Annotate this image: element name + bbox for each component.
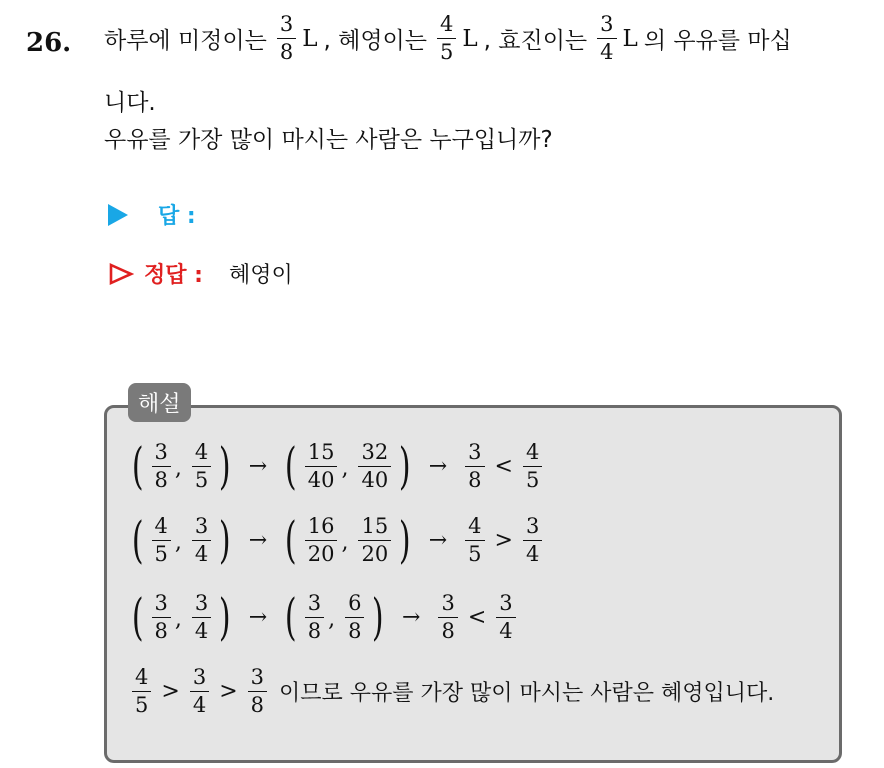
numerator: 3: [250, 665, 264, 689]
numerator: 3: [441, 590, 455, 615]
denominator: 8: [345, 617, 364, 642]
unit: L: [302, 25, 318, 52]
fraction: [305, 439, 338, 492]
comparison-sign: >: [219, 679, 238, 704]
fraction: [358, 439, 391, 492]
solution-row: [128, 588, 520, 646]
denominator: 5: [132, 691, 151, 716]
fraction: [438, 590, 457, 643]
question-text: 니다.: [104, 90, 156, 116]
denominator: 4: [523, 540, 542, 565]
correct-answer-label: 정답 :: [144, 263, 203, 288]
fraction: [305, 513, 338, 566]
right-paren: ): [399, 511, 411, 569]
right-paren: ): [372, 588, 385, 646]
numerator: 4: [468, 513, 482, 538]
numerator: 4: [525, 439, 540, 464]
arrow-right-icon: →: [248, 527, 268, 553]
denominator: 8: [438, 617, 457, 642]
arrow-right-icon: →: [248, 453, 268, 479]
question-line-3: [104, 121, 553, 154]
numerator: 3: [194, 513, 209, 538]
comma: ,: [174, 607, 182, 632]
numerator: 4: [440, 12, 454, 36]
solution-tag: 해설: [128, 383, 191, 422]
left-paren: (: [131, 511, 144, 569]
solution-conclusion: [128, 667, 774, 716]
numerator: 15: [307, 439, 335, 464]
left-paren: (: [131, 588, 144, 646]
fraction: [277, 14, 296, 63]
right-paren: ): [219, 511, 231, 569]
denominator: 5: [523, 466, 542, 491]
arrow-right-icon: →: [428, 453, 448, 479]
fraction: [248, 667, 267, 716]
unit: L: [622, 25, 638, 52]
denominator: 20: [358, 540, 391, 565]
question-text: , 효진이는: [483, 28, 588, 54]
question-number: 26.: [26, 28, 72, 58]
numerator: 3: [192, 665, 207, 689]
comparison-sign: >: [161, 679, 180, 704]
denominator: 8: [248, 691, 267, 716]
denominator: 4: [496, 617, 515, 642]
comma: ,: [328, 607, 336, 632]
denominator: 4: [597, 38, 616, 63]
denominator: 5: [437, 38, 456, 63]
question-text: 우유를 가장 많이 마시는 사람은 누구입니까?: [104, 127, 553, 153]
answer-label: 답 :: [158, 204, 196, 229]
fraction: [132, 667, 151, 716]
question-text: 의 우유를 마십: [643, 28, 792, 54]
numerator: 3: [194, 590, 209, 615]
denominator: 40: [358, 466, 391, 491]
fraction: [523, 513, 542, 566]
question-line-1: [104, 14, 792, 63]
numerator: 6: [348, 590, 362, 615]
arrow-right-icon: →: [402, 604, 421, 630]
fraction: [152, 439, 171, 492]
fraction: [305, 590, 324, 643]
right-paren: ): [219, 588, 231, 646]
unit: L: [462, 25, 478, 52]
denominator: 40: [305, 466, 338, 491]
correct-answer-value: 혜영이: [228, 263, 293, 288]
numerator: 4: [135, 665, 149, 689]
numerator: 4: [154, 513, 168, 538]
outline-triangle-icon: [108, 262, 134, 286]
fraction: [152, 513, 171, 566]
denominator: 8: [152, 466, 171, 491]
comma: ,: [341, 530, 349, 555]
answer-row: [108, 199, 196, 230]
denominator: 8: [305, 617, 324, 642]
numerator: 32: [361, 439, 389, 464]
fraction: [190, 667, 209, 716]
fraction: [523, 439, 542, 492]
fraction: [465, 513, 484, 566]
fraction: [152, 590, 171, 643]
correct-answer-row: [108, 258, 293, 289]
numerator: 3: [525, 513, 540, 538]
denominator: 5: [465, 540, 484, 565]
numerator: 16: [307, 513, 335, 538]
numerator: 3: [307, 590, 322, 615]
fraction: [597, 14, 616, 63]
fraction: [465, 439, 484, 492]
question-line-2: [104, 84, 156, 117]
right-paren: ): [219, 437, 231, 495]
numerator: 3: [468, 439, 482, 464]
numerator: 3: [600, 12, 614, 36]
fraction: [192, 590, 211, 643]
numerator: 3: [154, 439, 168, 464]
solution-row: [128, 511, 546, 569]
question-text: , 혜영이는: [323, 28, 427, 54]
fraction: [496, 590, 515, 643]
left-paren: (: [285, 588, 297, 646]
denominator: 5: [192, 466, 211, 491]
comparison-sign: >: [494, 527, 513, 553]
denominator: 4: [190, 691, 209, 716]
arrow-right-icon: →: [428, 527, 448, 553]
numerator: 4: [194, 439, 209, 464]
numerator: 3: [279, 12, 294, 36]
denominator: 4: [192, 617, 211, 642]
left-paren: (: [131, 437, 144, 495]
numerator: 3: [499, 590, 513, 615]
left-paren: (: [285, 437, 297, 495]
denominator: 5: [152, 540, 171, 565]
comparison-sign: <: [494, 453, 513, 479]
numerator: 15: [361, 513, 389, 538]
fraction: [192, 439, 211, 492]
numerator: 3: [154, 590, 168, 615]
filled-triangle-icon: [108, 204, 128, 226]
denominator: 4: [192, 540, 211, 565]
denominator: 8: [152, 617, 171, 642]
fraction: [192, 513, 211, 566]
comma: ,: [174, 530, 182, 555]
comma: ,: [174, 456, 182, 481]
fraction: [358, 513, 391, 566]
arrow-right-icon: →: [248, 604, 268, 630]
question-text: 하루에 미정이는: [104, 28, 267, 54]
solution-row: [128, 437, 546, 495]
denominator: 8: [465, 466, 484, 491]
conclusion-text: 이므로 우유를 가장 많이 마시는 사람은 혜영입니다.: [279, 681, 775, 706]
fraction: [437, 14, 456, 63]
comma: ,: [341, 456, 349, 481]
denominator: 8: [277, 38, 296, 63]
left-paren: (: [285, 511, 297, 569]
right-paren: ): [399, 437, 411, 495]
fraction: [345, 590, 364, 643]
denominator: 20: [305, 540, 338, 565]
comparison-sign: <: [467, 604, 487, 630]
